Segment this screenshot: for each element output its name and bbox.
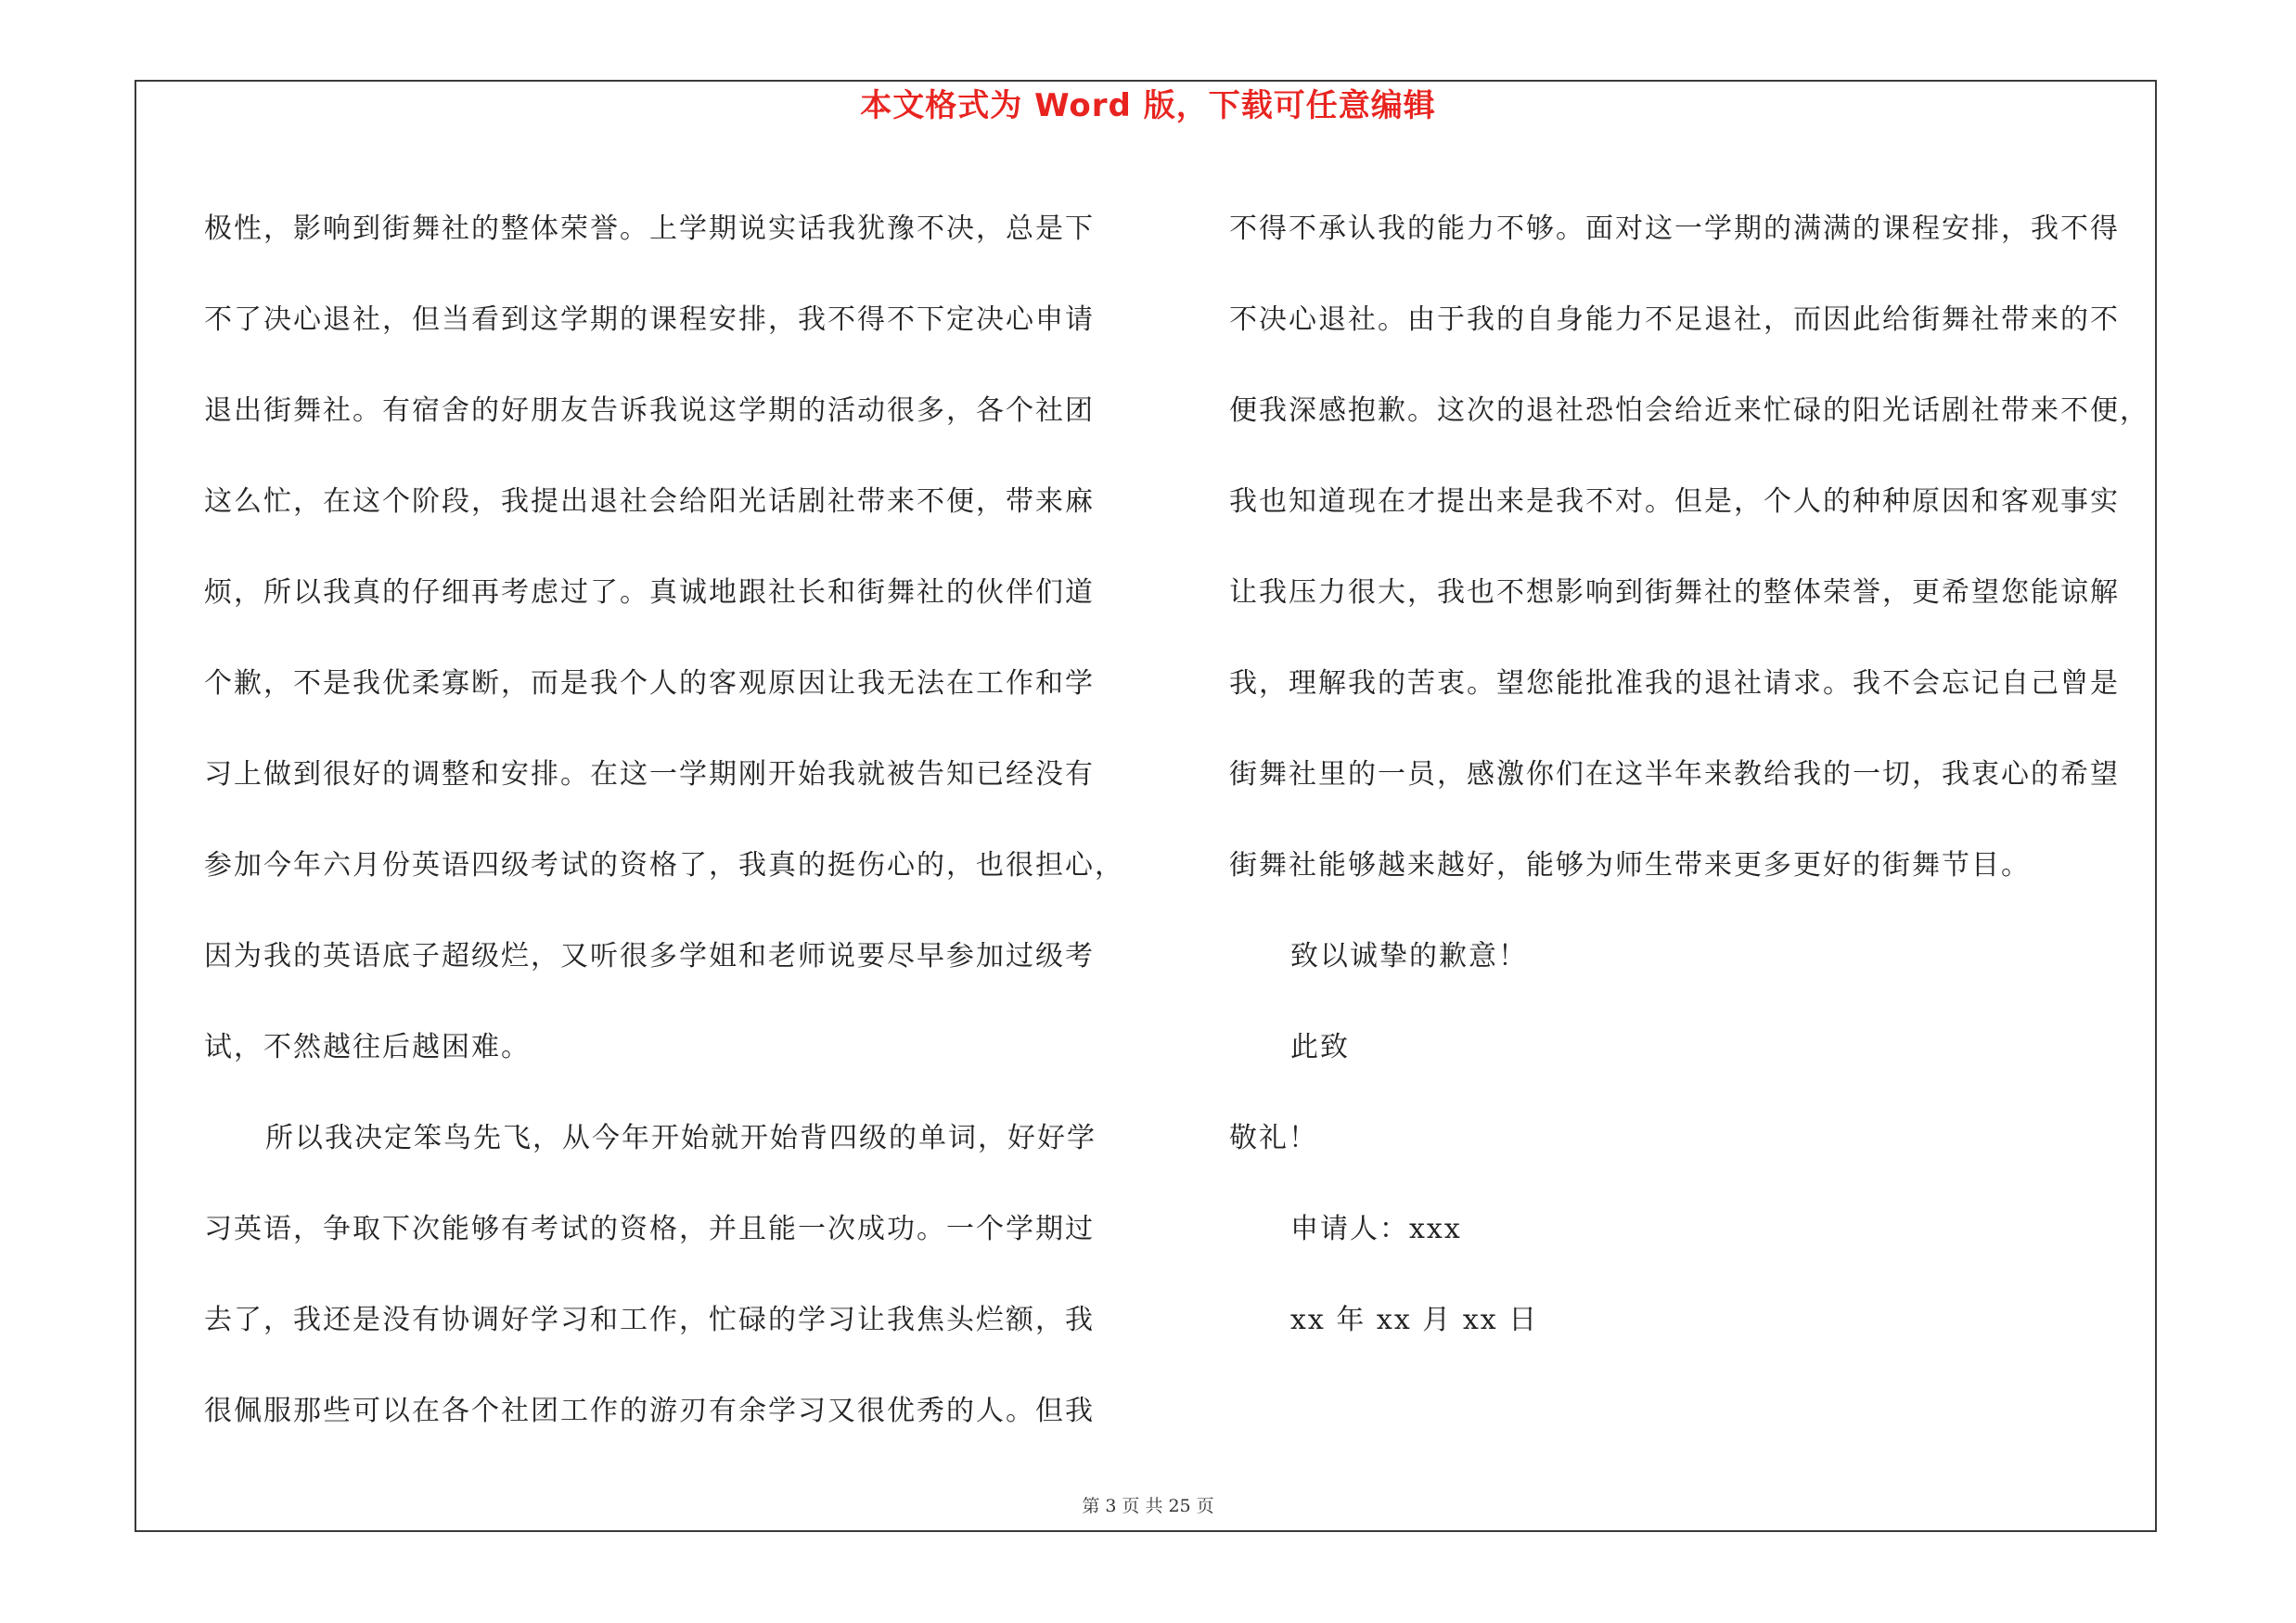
text-line: 参加今年六月份英语四级考试的资格了，我真的挺伤心的，也很担心， [204, 849, 1124, 882]
text-line: 便我深感抱歉。这次的退社恐怕会给近来忙碌的阳光话剧社带来不便， [1229, 394, 2149, 427]
text-line: 街舞社里的一员，感激你们在这半年来教给我的一切，我衷心的希望 [1229, 758, 2120, 791]
text-line: 习英语，争取下次能够有考试的资格，并且能一次成功。一个学期过 [204, 1213, 1095, 1245]
text-line: 因为我的英语底子超级烂，又听很多学姐和老师说要尽早参加过级考 [204, 940, 1095, 973]
text-line: 我，理解我的苦衷。望您能批准我的退社请求。我不会忘记自己曾是 [1229, 667, 2120, 700]
text-line: 让我压力很大，我也不想影响到街舞社的整体荣誉，更希望您能谅解 [1229, 576, 2120, 609]
text-line: 街舞社能够越来越好，能够为师生带来更多更好的街舞节目。 [1229, 849, 2031, 882]
text-line: 我也知道现在才提出来是我不对。但是，个人的种种原因和客观事实 [1229, 485, 2120, 518]
footer-middle: 页 共 [1122, 1496, 1163, 1516]
right-column [1229, 184, 2151, 1366]
footer-suffix: 页 [1196, 1496, 1214, 1516]
text-line: 不得不承认我的能力不够。面对这一学期的满满的课程安排，我不得 [1229, 213, 2120, 245]
text-line: 试，不然越往后越困难。 [204, 1031, 531, 1063]
left-column [204, 184, 1126, 1457]
applicant-signature: 申请人：xxx [1290, 1213, 1462, 1245]
text-line: 极性，影响到街舞社的整体荣誉。上学期说实话我犹豫不决，总是下 [204, 213, 1095, 245]
footer-prefix: 第 [1082, 1496, 1100, 1516]
text-line: 去了，我还是没有协调好学习和工作，忙碌的学习让我焦头烂额，我 [204, 1304, 1095, 1336]
page-number-footer [0, 1494, 2296, 1518]
total-page-count: 25 [1168, 1496, 1191, 1516]
text-line: 不了决心退社，但当看到这学期的课程安排，我不得不下定决心申请 [204, 303, 1095, 336]
closing-regards: 敬礼！ [1229, 1122, 1318, 1154]
word-format-banner: 本文格式为 Word 版，下载可任意编辑 [860, 87, 1436, 124]
text-line: 很佩服那些可以在各个社团工作的游刃有余学习又很优秀的人。但我 [204, 1395, 1095, 1427]
closing-apology: 致以诚挚的歉意！ [1290, 940, 1528, 973]
paragraph-start-line: 所以我决定笨鸟先飞，从今年开始就开始背四级的单词，好好学 [265, 1122, 1097, 1154]
text-line: 习上做到很好的调整和安排。在这一学期刚开始我就被告知已经没有 [204, 758, 1095, 791]
text-line: 不决心退社。由于我的自身能力不足退社，而因此给街舞社带来的不 [1229, 303, 2120, 336]
text-line: 烦，所以我真的仔细再考虑过了。真诚地跟社长和街舞社的伙伴们道 [204, 576, 1095, 609]
text-line: 这么忙，在这个阶段，我提出退社会给阳光话剧社带来不便，带来麻 [204, 485, 1095, 518]
current-page-number: 3 [1105, 1496, 1117, 1516]
closing-salutation: 此致 [1290, 1031, 1350, 1063]
signature-date: xx 年 xx 月 xx 日 [1290, 1304, 1539, 1336]
text-line: 退出街舞社。有宿舍的好朋友告诉我说这学期的活动很多，各个社团 [204, 394, 1095, 427]
text-line: 个歉，不是我优柔寡断，而是我个人的客观原因让我无法在工作和学 [204, 667, 1095, 700]
